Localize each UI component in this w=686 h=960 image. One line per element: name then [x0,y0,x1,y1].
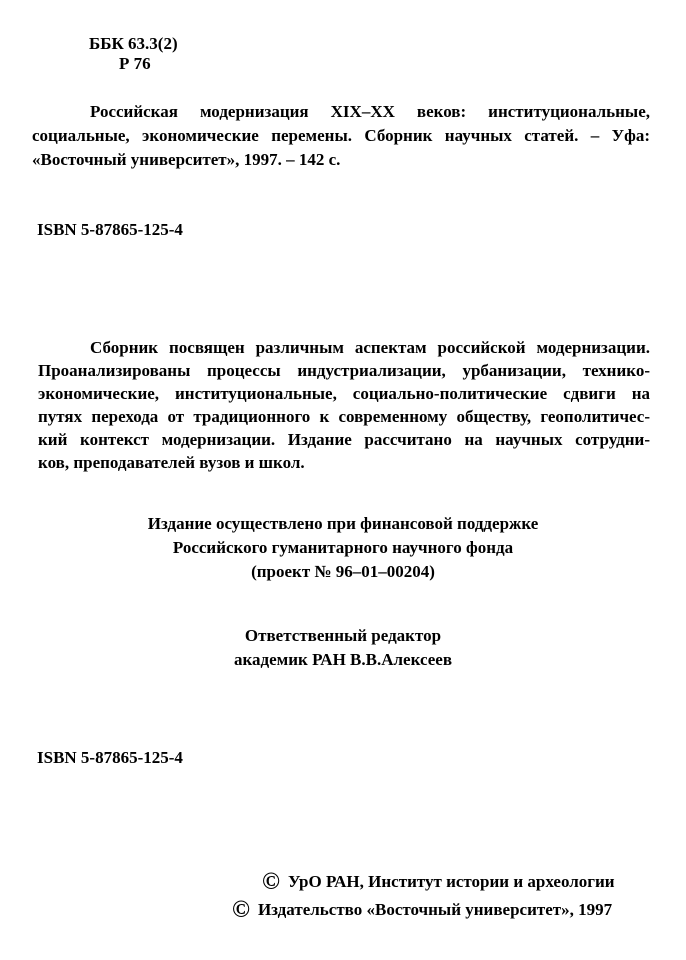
abstract-line: Сборник посвящен различным аспектам российской модернизации. [90,338,650,357]
copyright-line [232,868,652,896]
bib-line: «Восточный университет», 1997. – 142 с. [32,150,341,169]
isbn-bottom: ISBN 5-87865-125-4 [37,748,183,767]
bbk-code: ББК 63.3(2) [89,34,178,53]
author-mark: Р 76 [119,54,151,73]
funding-note [0,512,686,584]
abstract-line: кий контекст модернизации. Издание рассчитано на научных сотрудни- [38,430,650,449]
copyright-block [232,868,652,924]
bibliographic-description [32,100,650,172]
copyright-icon: © [262,869,280,895]
abstract [38,336,650,474]
funding-line: Российского гуманитарного научного фонда [172,538,514,557]
bib-line: Российская модернизация XIX–XX веков: институциональные, [90,102,650,121]
editor-role: Ответственный редактор [244,626,442,645]
copyright-icon: © [232,897,250,923]
funding-line: Издание осуществлено при финансовой поддержке [147,514,539,533]
abstract-line: экономические, институциональные, социально-политические сдвиги на [38,384,650,403]
abstract-line: путях перехода от традиционного к современному обществу, геополитичес- [38,407,650,426]
isbn-top: ISBN 5-87865-125-4 [37,220,183,239]
copyright-line [232,896,652,924]
abstract-line: Проанализированы процессы индустриализации, урбанизации, технико- [38,361,650,380]
copyright-holder: УрО РАН, Институт истории и археологии [287,872,615,891]
editor-name: академик РАН В.В.Алексеев [234,650,452,669]
copyright-holder: Издательство «Восточный университет», 1997 [257,900,613,919]
funding-line: (проект № 96–01–00204) [251,562,435,581]
editor-credit [0,624,686,672]
abstract-line: ков, преподавателей вузов и школ. [38,453,305,472]
bib-line: социальные, экономические перемены. Сборник научных статей. – Уфа: [32,126,650,145]
